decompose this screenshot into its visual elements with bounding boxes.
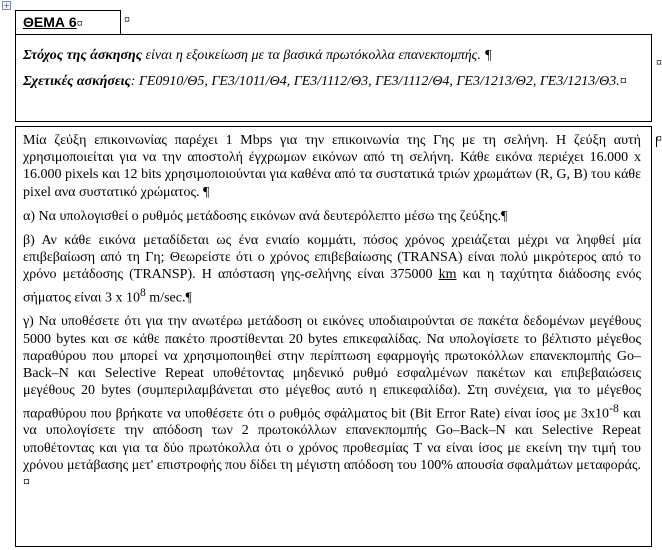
title-end-mark: ¤ bbox=[76, 16, 83, 30]
table-move-handle-icon[interactable]: + bbox=[3, 1, 10, 10]
objective-text: είναι η εξοικείωση με τα βασικά πρωτόκολλα επανεκπομπής. ¶ bbox=[141, 48, 492, 63]
intro-paragraph: Μία ζεύξη επικοινωνίας παρέχει 1 Mbps για την επικοινωνία της Γης με τη σελήνη. Η ζεύξη αυτή χρησιμοποιείται για να την αποστολή έγχρωμων εικόνων από τη σελήνη. Κάθε εικόνα περιέχει 16.000 x 16.000 pixels και 12 bits χρησιμοποιούνται για καθένα από τα συστατικά τριών χρωμάτων (R, G, B) του κάθε pixel ανα συστατικό χρώματος. ¶ bbox=[23, 133, 641, 200]
question-a: α) Να υπολογισθεί ο ρυθμός μετάδοσης εικόνων ανά δευτερόλεπτο μέσω της ζεύξης.¶ bbox=[23, 208, 508, 224]
question-c-text-1: γ) Να υποθέσετε ότι για την ανωτέρω μετάδοση οι εικόνες υποδιαιρούνται σε πακέτα δεδομένων μεγέθους 5000 bytes και σε κάθε πακέτο προστίθενται 20 bytes επικεφαλίδας. Να υπολογίσετε το βέλτιστο μέγεθος παραθύρου που μπορεί να χρησιμοποιηθεί στην περίπτωση εφαρμογής πρωτοκόλλων επανεκπομπής Go–Back–N και Selective Repeat υποθέτοντας μηδενικό ρυθμό εσφαλμένων πακέτων και επιβεβαιώσεις μεγέθους 20 bytes (συμπεριλαμβάνεται στο μέγεθος αυτό η επικεφαλίδα). Στη συνέχεια, για το μέγεθος παραθύρου που βρήκατε να υποθέσετε ότι ο ρυθμός σφάλματος bit (Bit Error Rate) είναι ίσος με 3x10 bbox=[23, 314, 641, 422]
cell-end-mark: ¤ bbox=[656, 55, 662, 69]
related-text: : ΓΕ0910/Θ5, ΓΕ3/1011/Θ4, ΓΕ3/1112/Θ3, ΓΕ3/1112/Θ4, ΓΕ3/1213/Θ2, ΓΕ3/1213/Θ3.¤ bbox=[130, 74, 627, 89]
objective-label: Στόχος της άσκησης bbox=[23, 48, 142, 63]
question-c bbox=[23, 313, 641, 491]
question-b-text-1: β) Αν κάθε εικόνα μεταδίδεται ως ένα ενιαίο κομμάτι, πόσος χρόνος χρειάζεται μέχρι να ληφθεί μία επιβεβαίωση από τη Γη; Θεωρείστε ότι ο χρόνος επιβεβαίωσης (TRANSA) είναι πολύ μικρότερος από το χρόνο μετάδοσης (TRANSP). Η απόσταση γης-σελήνης είναι 375000 bbox=[23, 233, 641, 283]
problem-cell bbox=[15, 126, 662, 547]
question-b-km: km bbox=[438, 267, 457, 283]
question-b-text-2: και η ταχύτητα διάδοσης ενός σήματος είναι 3 x 10 bbox=[23, 267, 641, 306]
objective-paragraph bbox=[23, 47, 641, 64]
question-b bbox=[23, 232, 641, 306]
objectives-cell bbox=[15, 34, 662, 122]
question-c-text-2: και να υπολογίσετε την απόδοση των 2 πρωτοκόλλων επανεκπομπής Go–Back–N και Selective Repeat υποθέτοντας και για τα δύο πρωτόκολλα ότι ο χρόνος προθεσμίας T να είναι ίσος με εκείνη την τιμή του χρόνου μετάβασης μετ' επιστροφής που δίδει τη μέγιστη απόδοση του 100% απουσία σφαλμάτων μεταφοράς.¤ bbox=[23, 406, 641, 490]
row-end-mark: ¤ bbox=[124, 12, 130, 26]
question-c-exponent: -8 bbox=[609, 401, 619, 415]
related-label: Σχετικές ασκήσεις bbox=[23, 74, 131, 89]
cell-end-mark-2: ¤ bbox=[656, 131, 662, 145]
exercise-title: ΘΕΜΑ 6 bbox=[23, 14, 77, 30]
title-cell bbox=[15, 10, 121, 34]
question-b-text-3: m/sec.¶ bbox=[145, 290, 192, 306]
question-b-exponent: 8 bbox=[139, 285, 146, 299]
related-paragraph bbox=[23, 73, 641, 90]
